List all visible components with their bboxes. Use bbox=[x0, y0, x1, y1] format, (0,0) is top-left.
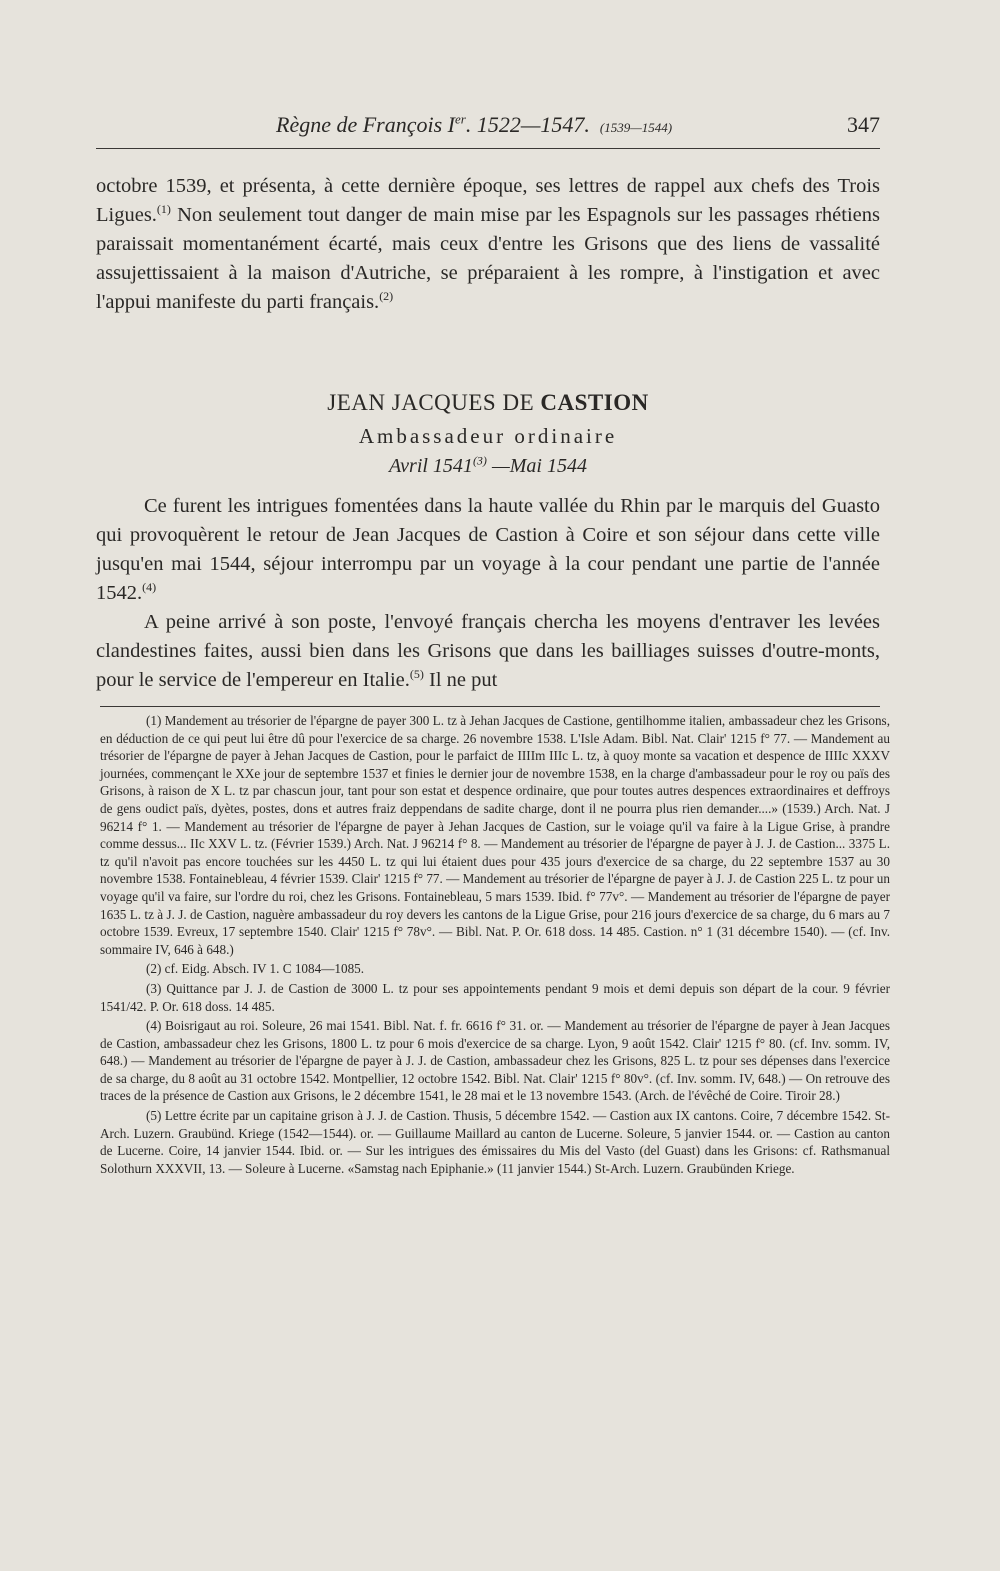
footnote-4: (4) Boisrigaut au roi. Soleure, 26 mai 1541. Bibl. Nat. f. fr. 6616 f° 31. or. — Mandement au trésorier de l'épargne de payer à Jean Jacques de Castion, ambassadeur chez les Grisons, 1800 L. tz pour 6 mois d'exercice de sa charge. Lyon, 9 août 1542. Clair' 1215 f° 80. (cf. Inv. somm. IV, 648.) — Mandement au trésorier de l'épargne de payer à J. J. de Castion, ambassadeur chez les Grisons, 825 L. tz pour ses dépenses dans l'exercice de sa charge, du 8 août au 31 octobre 1542. Montpellier, 12 octobre 1542. Bibl. Nat. Clair' 1215 f° 80v°. (cf. Inv. somm. IV, 648.) — On retrouve des traces de la présence de Castion aux Grisons, le 2 décembre 1541, le 28 mai et le 13 novembre 1543. (Arch. de l'évêché de Coire. Tiroir 28.) bbox=[100, 1018, 890, 1104]
footnote-ref-2: (2) bbox=[379, 289, 394, 304]
section-heading bbox=[96, 390, 880, 478]
footnote-ref-5: (5) bbox=[409, 667, 424, 682]
paragraph-1: Ce furent les intrigues fomentées dans la haute vallée du Rhin par le marquis del Guasto qui provoquèrent le retour de Jean Jacques de Castion à Coire et son séjour dans cette ville jusqu'en mai 1544, séjour interrompu par un voyage à la cour pendant une partie de l'année 1542.$^{(4)}$ bbox=[96, 495, 880, 604]
footnote-rule bbox=[100, 706, 880, 707]
running-subtitle: (1539—1544) bbox=[599, 120, 673, 135]
running-title: Règne de François Ier. 1522—1547. (1539—1544) bbox=[276, 111, 673, 137]
footnote-ref-4: (4) bbox=[142, 580, 157, 595]
intro-paragraph: octobre 1539, et présenta, à cette dernière époque, ses lettres de rappel aux chefs des Trois Ligues.$^{(1)}$ Non seulement tout danger de main mise par les Espagnols sur les passages rhétiens paraissait momentanément écarté, mais ceux d'entre les Grisons que des liens de vassalité assujettissaient à la maison d'Autriche, se préparaient à les rompre, à l'instigation et avec l'appui manifeste du parti français.$^{(2)}$ bbox=[96, 175, 880, 313]
footnote-5: (5) Lettre écrite par un capitaine grison à J. J. de Castion. Thusis, 5 décembre 1542. — Castion aux IX cantons. Coire, 7 décembre 1542. St-Arch. Luzern. Graubünd. Kriege (1542—1544). or. — Guillaume Maillard au canton de Lucerne. Soleure, 5 janvier 1544. or. — Castion au canton de Lucerne. Coire, 14 janvier 1544. Ibid. or. — Sur les intrigues des émissaires du Mis del Vasto (del Guast) dans les Grisons: cf. Rathsmanual Solothurn XXXVII, 13. — Soleure à Lucerne. «Samstag nach Epiphanie.» (11 janvier 1544.) St-Arch. Luzern. Graubünden Kriege. bbox=[100, 1108, 890, 1176]
footnote-2: (2) cf. Eidg. Absch. IV 1. C 1084—1085. bbox=[146, 961, 365, 977]
body-paragraphs bbox=[96, 492, 880, 695]
section-role: Ambassadeur ordinaire bbox=[358, 424, 618, 448]
footnote-ref-3: (3) bbox=[472, 453, 487, 468]
footnote-3: (3) Quittance par J. J. de Castion de 3000 L. tz pour ses appointements pendant 9 mois et demi depuis son départ de la cour. 9 février 1541/42. P. Or. 618 doss. 14 485. bbox=[100, 980, 890, 1014]
paragraph-2: A peine arrivé à son poste, l'envoyé français chercha les moyens d'entraver les levées clandestines faites, aussi bien dans les Grisons que dans les bailliages suisses d'outre-monts, pour le service de l'empereur en Italie.$^{(5)}$ Il ne put bbox=[96, 611, 880, 691]
header-rule bbox=[96, 148, 880, 149]
running-header bbox=[96, 112, 880, 142]
footnote-ref-1: (1) bbox=[156, 202, 171, 217]
footnotes bbox=[100, 712, 890, 1179]
section-title: JEAN JACQUES DE CASTION bbox=[327, 390, 649, 415]
footnote-1: (1) Mandement au trésorier de l'épargne de payer 300 L. tz à Jehan Jacques de Castione, gentilhomme italien, ambassadeur chez les Grisons, en déduction de ce qui peut lui être dû pour l'exercice de sa charge. 26 novembre 1538. L'Isle Adam. Bibl. Nat. Clair' 1215 f° 77. — Mandement au trésorier de l'épargne de payer à Jehan Jacques de Castion, pour le parfaict de IIIIm IIIc L. tz, à quoy monte sa vacation et despence de IIIIc XXXV journées, commençant le XXe jour de septembre 1537 et finies le dernier jour de novembre 1538, en la charge d'ambassadeur pour le roy ou païs des Grisons, à raison de X L. tz par chascun jour, tant pour son estat et despence ordinaire, que pour toutes autres despences extraordinaires et deffroys de gens oudict païs, dyètes, postes, dons et autres fraiz deppendans de sadite charge, dont il ne pourra plus rien demander....» (1539.) Arch. Nat. J 96214 f° 1. — Mandement au trésorier de l'épargne de payer à Jehan Jacques de Castion, sur le voiage qu'il va faire à la Ligue Grise, à prandre comme dessus... IIc XXV L. tz. (Février 1539.) Arch. Nat. J 96214 f° 8. — Mandement au trésorier de l'épargne de payer à J. J. de Castion... 3375 L. tz qu'il n'avoit pas encore touchées sur les 4450 L. tz qui lui étaient dues pour 435 jours d'exercice de sa charge, du 22 septembre 1537 au 30 novembre 1538. Fontainebleau, 4 février 1539. Clair' 1215 f° 77. — Mandement au trésorier de l'épargne de payer à J. J. de Castion 225 L. tz pour un voyage qu'il va faire, sur l'ordre du roi, chez les Grisons. Fontainebleau, 5 mars 1539. Ibid. f° 77v°. — Mandement au trésorier de l'épargne de payer 1635 L. tz à J. J. de Castion, naguère ambassadeur du roy devers les cantons de la Ligue Grise, pour 216 jours d'exercice de sa charge, du 6 mars au 7 octobre 1539. Evreux, 17 septembre 1540. Clair' 1215 f° 78v°. — Bibl. Nat. P. Or. 618 doss. 14 485. Castion. n° 1 (31 décembre 1540). — (cf. Inv. sommaire IV, 646 à 648.) bbox=[100, 713, 890, 957]
section-dates: Avril 1541$^{(3)}$ —Mai 1544 bbox=[389, 453, 587, 477]
page-number: 347 bbox=[847, 112, 880, 137]
